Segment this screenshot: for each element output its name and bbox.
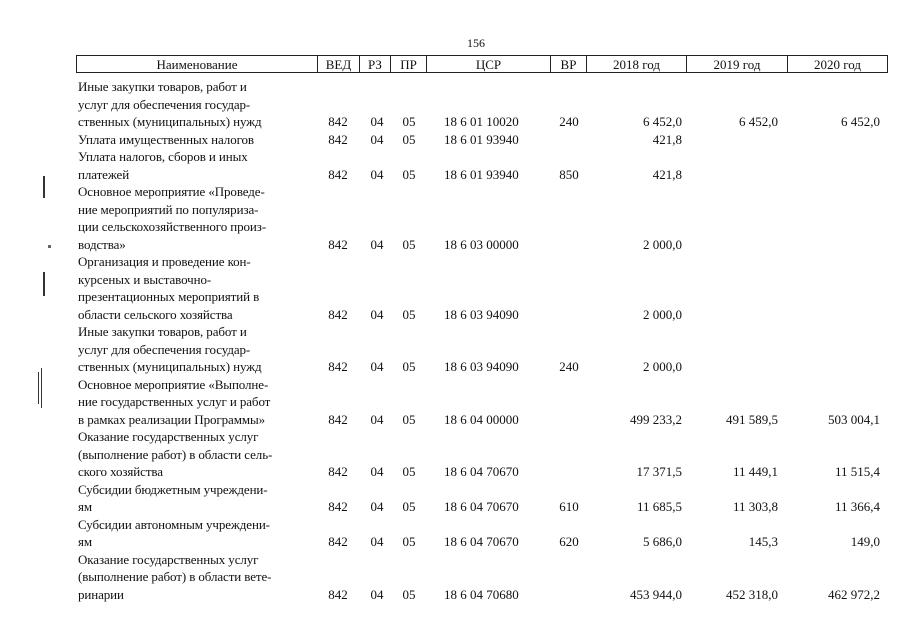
cell-pr: 05 [402, 166, 416, 182]
cell-csr: 18 6 01 93940 [444, 131, 519, 147]
table-row [0, 323, 905, 376]
cell-ved: 842 [328, 586, 348, 602]
cell-2019 [690, 358, 778, 375]
cell-rz: 04 [370, 586, 384, 602]
cell-2018: 17 371,5 [636, 464, 682, 479]
table-row [0, 253, 905, 323]
cell-2020: 6 452,0 [841, 114, 880, 129]
row-name [78, 183, 313, 253]
cell-2020 [790, 306, 880, 323]
cell-pr: 05 [402, 306, 416, 322]
cell-2019 [690, 166, 778, 183]
cell-rz: 04 [370, 306, 384, 322]
cell-rz: 04 [370, 166, 384, 182]
cell-rz: 04 [370, 359, 384, 374]
header-pr: ПР [390, 55, 426, 73]
cell-vr: 620 [559, 534, 579, 549]
cell-2018: 499 233,2 [630, 411, 682, 427]
cell-2018: 453 944,0 [630, 586, 682, 602]
cell-2019: 11 449,1 [732, 464, 778, 479]
row-name-line: Иные закупки товаров, работ и [78, 79, 247, 94]
table-row [0, 78, 905, 131]
row-name-line: Основное мероприятие «Проведе- [78, 184, 265, 199]
cell-2018: 2 000,0 [643, 359, 682, 374]
cell-2018: 421,8 [652, 166, 682, 182]
cell-rz: 04 [370, 411, 384, 427]
row-name [78, 428, 313, 481]
row-name-line: (выполнение работ) в области сель- [78, 446, 273, 462]
cell-2019: 491 589,5 [726, 411, 778, 427]
cell-2019: 6 452,0 [739, 114, 778, 129]
cell-ved: 842 [328, 306, 348, 322]
header-rz: РЗ [359, 55, 390, 73]
cell-rz: 04 [370, 499, 384, 514]
row-name-line: ние государственных услуг и работ [78, 394, 271, 409]
cell-rz: 04 [370, 464, 384, 479]
row-name-line: Основное мероприятие «Выполне- [78, 376, 269, 392]
row-name-line: (выполнение работ) в области вете- [78, 569, 272, 584]
table-row [0, 183, 905, 253]
cell-vr [556, 236, 582, 253]
cell-2019: 452 318,0 [726, 586, 778, 602]
row-name [78, 551, 313, 604]
cell-pr: 05 [402, 464, 416, 479]
row-name-line: Иные закупки товаров, работ и [78, 324, 247, 339]
row-name [78, 376, 313, 429]
cell-csr: 18 6 03 00000 [444, 236, 519, 252]
row-name-line: услуг для обеспечения государ- [78, 341, 251, 357]
row-name-line: ние мероприятий по популяриза- [78, 201, 259, 217]
cell-2020: 503 004,1 [828, 411, 880, 427]
cell-csr: 18 6 03 94090 [444, 306, 519, 322]
row-name-line: ского хозяйства [78, 464, 163, 479]
cell-pr: 05 [402, 534, 416, 549]
cell-pr: 05 [402, 359, 416, 374]
cell-2018: 6 452,0 [643, 114, 682, 129]
cell-2020 [790, 131, 880, 148]
cell-2020 [790, 358, 880, 375]
header-2020: 2020 год [787, 55, 888, 73]
cell-2018: 5 686,0 [643, 534, 682, 549]
row-name-line: услуг для обеспечения государ- [78, 96, 251, 112]
cell-pr: 05 [402, 236, 416, 252]
row-name-line: ям [78, 499, 93, 514]
row-name [78, 481, 313, 516]
table-row [0, 551, 905, 604]
row-name-line: ринарии [78, 586, 124, 602]
cell-vr: 850 [559, 166, 579, 182]
row-name-line: ям [78, 534, 93, 549]
cell-ved: 842 [328, 131, 348, 147]
header-ved: ВЕД [317, 55, 359, 73]
row-name-line: Субсидии автономным учреждени- [78, 516, 270, 532]
cell-2020: 462 972,2 [828, 586, 880, 602]
row-name-line: Уплата имущественных налогов [78, 131, 254, 147]
cell-2020: 11 515,4 [834, 464, 880, 479]
header-2019: 2019 год [686, 55, 787, 73]
cell-2020: 149,0 [850, 534, 880, 549]
cell-vr [556, 411, 582, 428]
cell-pr: 05 [402, 586, 416, 602]
cell-vr: 240 [559, 114, 579, 129]
row-name-line: Оказание государственных услуг [78, 429, 259, 444]
header-csr: ЦСР [426, 55, 550, 73]
cell-2019: 11 303,8 [732, 499, 778, 514]
cell-2019: 145,3 [748, 534, 778, 549]
cell-2020: 11 366,4 [834, 499, 880, 514]
header-name: Наименование [76, 55, 317, 73]
cell-2018: 11 685,5 [636, 499, 682, 514]
row-name [78, 323, 313, 376]
cell-csr: 18 6 04 70670 [444, 464, 519, 479]
row-name [78, 253, 313, 323]
cell-ved: 842 [328, 359, 348, 374]
row-name [78, 148, 313, 183]
cell-ved: 842 [328, 499, 348, 514]
cell-2018: 2 000,0 [643, 236, 682, 252]
row-name-line: водства» [78, 236, 126, 252]
page-number: 156 [467, 36, 485, 50]
header-2018: 2018 год [586, 55, 686, 73]
table-row [0, 428, 905, 481]
row-name [78, 516, 313, 551]
table-row [0, 516, 905, 551]
row-name-line: ции сельскохозяйственного произ- [78, 219, 267, 234]
row-name-line: Субсидии бюджетным учреждени- [78, 481, 268, 497]
cell-csr: 18 6 01 93940 [444, 166, 519, 182]
cell-vr: 240 [559, 359, 579, 374]
cell-vr [556, 306, 582, 323]
cell-ved: 842 [328, 464, 348, 479]
row-name-line: ственных (муниципальных) нужд [78, 114, 262, 129]
row-name-line: Организация и проведение кон- [78, 254, 251, 269]
row-name-line: платежей [78, 166, 130, 182]
row-name-line: области сельского хозяйства [78, 306, 233, 322]
header-vr: ВР [550, 55, 586, 73]
row-name [78, 78, 313, 131]
cell-2018: 2 000,0 [643, 306, 682, 322]
table-row [0, 148, 905, 183]
table-row [0, 376, 905, 429]
cell-2020 [790, 166, 880, 183]
cell-2020 [790, 236, 880, 253]
table-row [0, 481, 905, 516]
row-name-line: ственных (муниципальных) нужд [78, 359, 262, 374]
row-name-line: в рамках реализации Программы» [78, 411, 265, 427]
cell-ved: 842 [328, 411, 348, 427]
cell-2019 [690, 131, 778, 148]
cell-vr [556, 586, 582, 603]
cell-pr: 05 [402, 114, 416, 129]
cell-csr: 18 6 01 10020 [444, 114, 519, 129]
row-name-line: Уплата налогов, сборов и иных [78, 149, 248, 164]
row-name [78, 131, 313, 149]
cell-vr: 610 [559, 499, 579, 514]
cell-pr: 05 [402, 131, 416, 147]
cell-vr [556, 463, 582, 480]
cell-pr: 05 [402, 499, 416, 514]
cell-ved: 842 [328, 534, 348, 549]
cell-csr: 18 6 03 94090 [444, 359, 519, 374]
cell-ved: 842 [328, 166, 348, 182]
cell-csr: 18 6 04 00000 [444, 411, 519, 427]
row-name-line: Оказание государственных услуг [78, 551, 259, 567]
row-name-line: презентационных мероприятий в [78, 289, 260, 304]
cell-csr: 18 6 04 70670 [444, 499, 519, 514]
row-name-line: курсеных и выставочно- [78, 271, 212, 287]
cell-csr: 18 6 04 70670 [444, 534, 519, 549]
cell-ved: 842 [328, 236, 348, 252]
cell-rz: 04 [370, 114, 384, 129]
cell-csr: 18 6 04 70680 [444, 586, 519, 602]
cell-2019 [690, 306, 778, 323]
cell-2019 [690, 236, 778, 253]
cell-ved: 842 [328, 114, 348, 129]
cell-vr [556, 131, 582, 148]
cell-rz: 04 [370, 236, 384, 252]
cell-pr: 05 [402, 411, 416, 427]
cell-rz: 04 [370, 534, 384, 549]
cell-2018: 421,8 [652, 131, 682, 147]
table-row [0, 131, 905, 149]
cell-rz: 04 [370, 131, 384, 147]
